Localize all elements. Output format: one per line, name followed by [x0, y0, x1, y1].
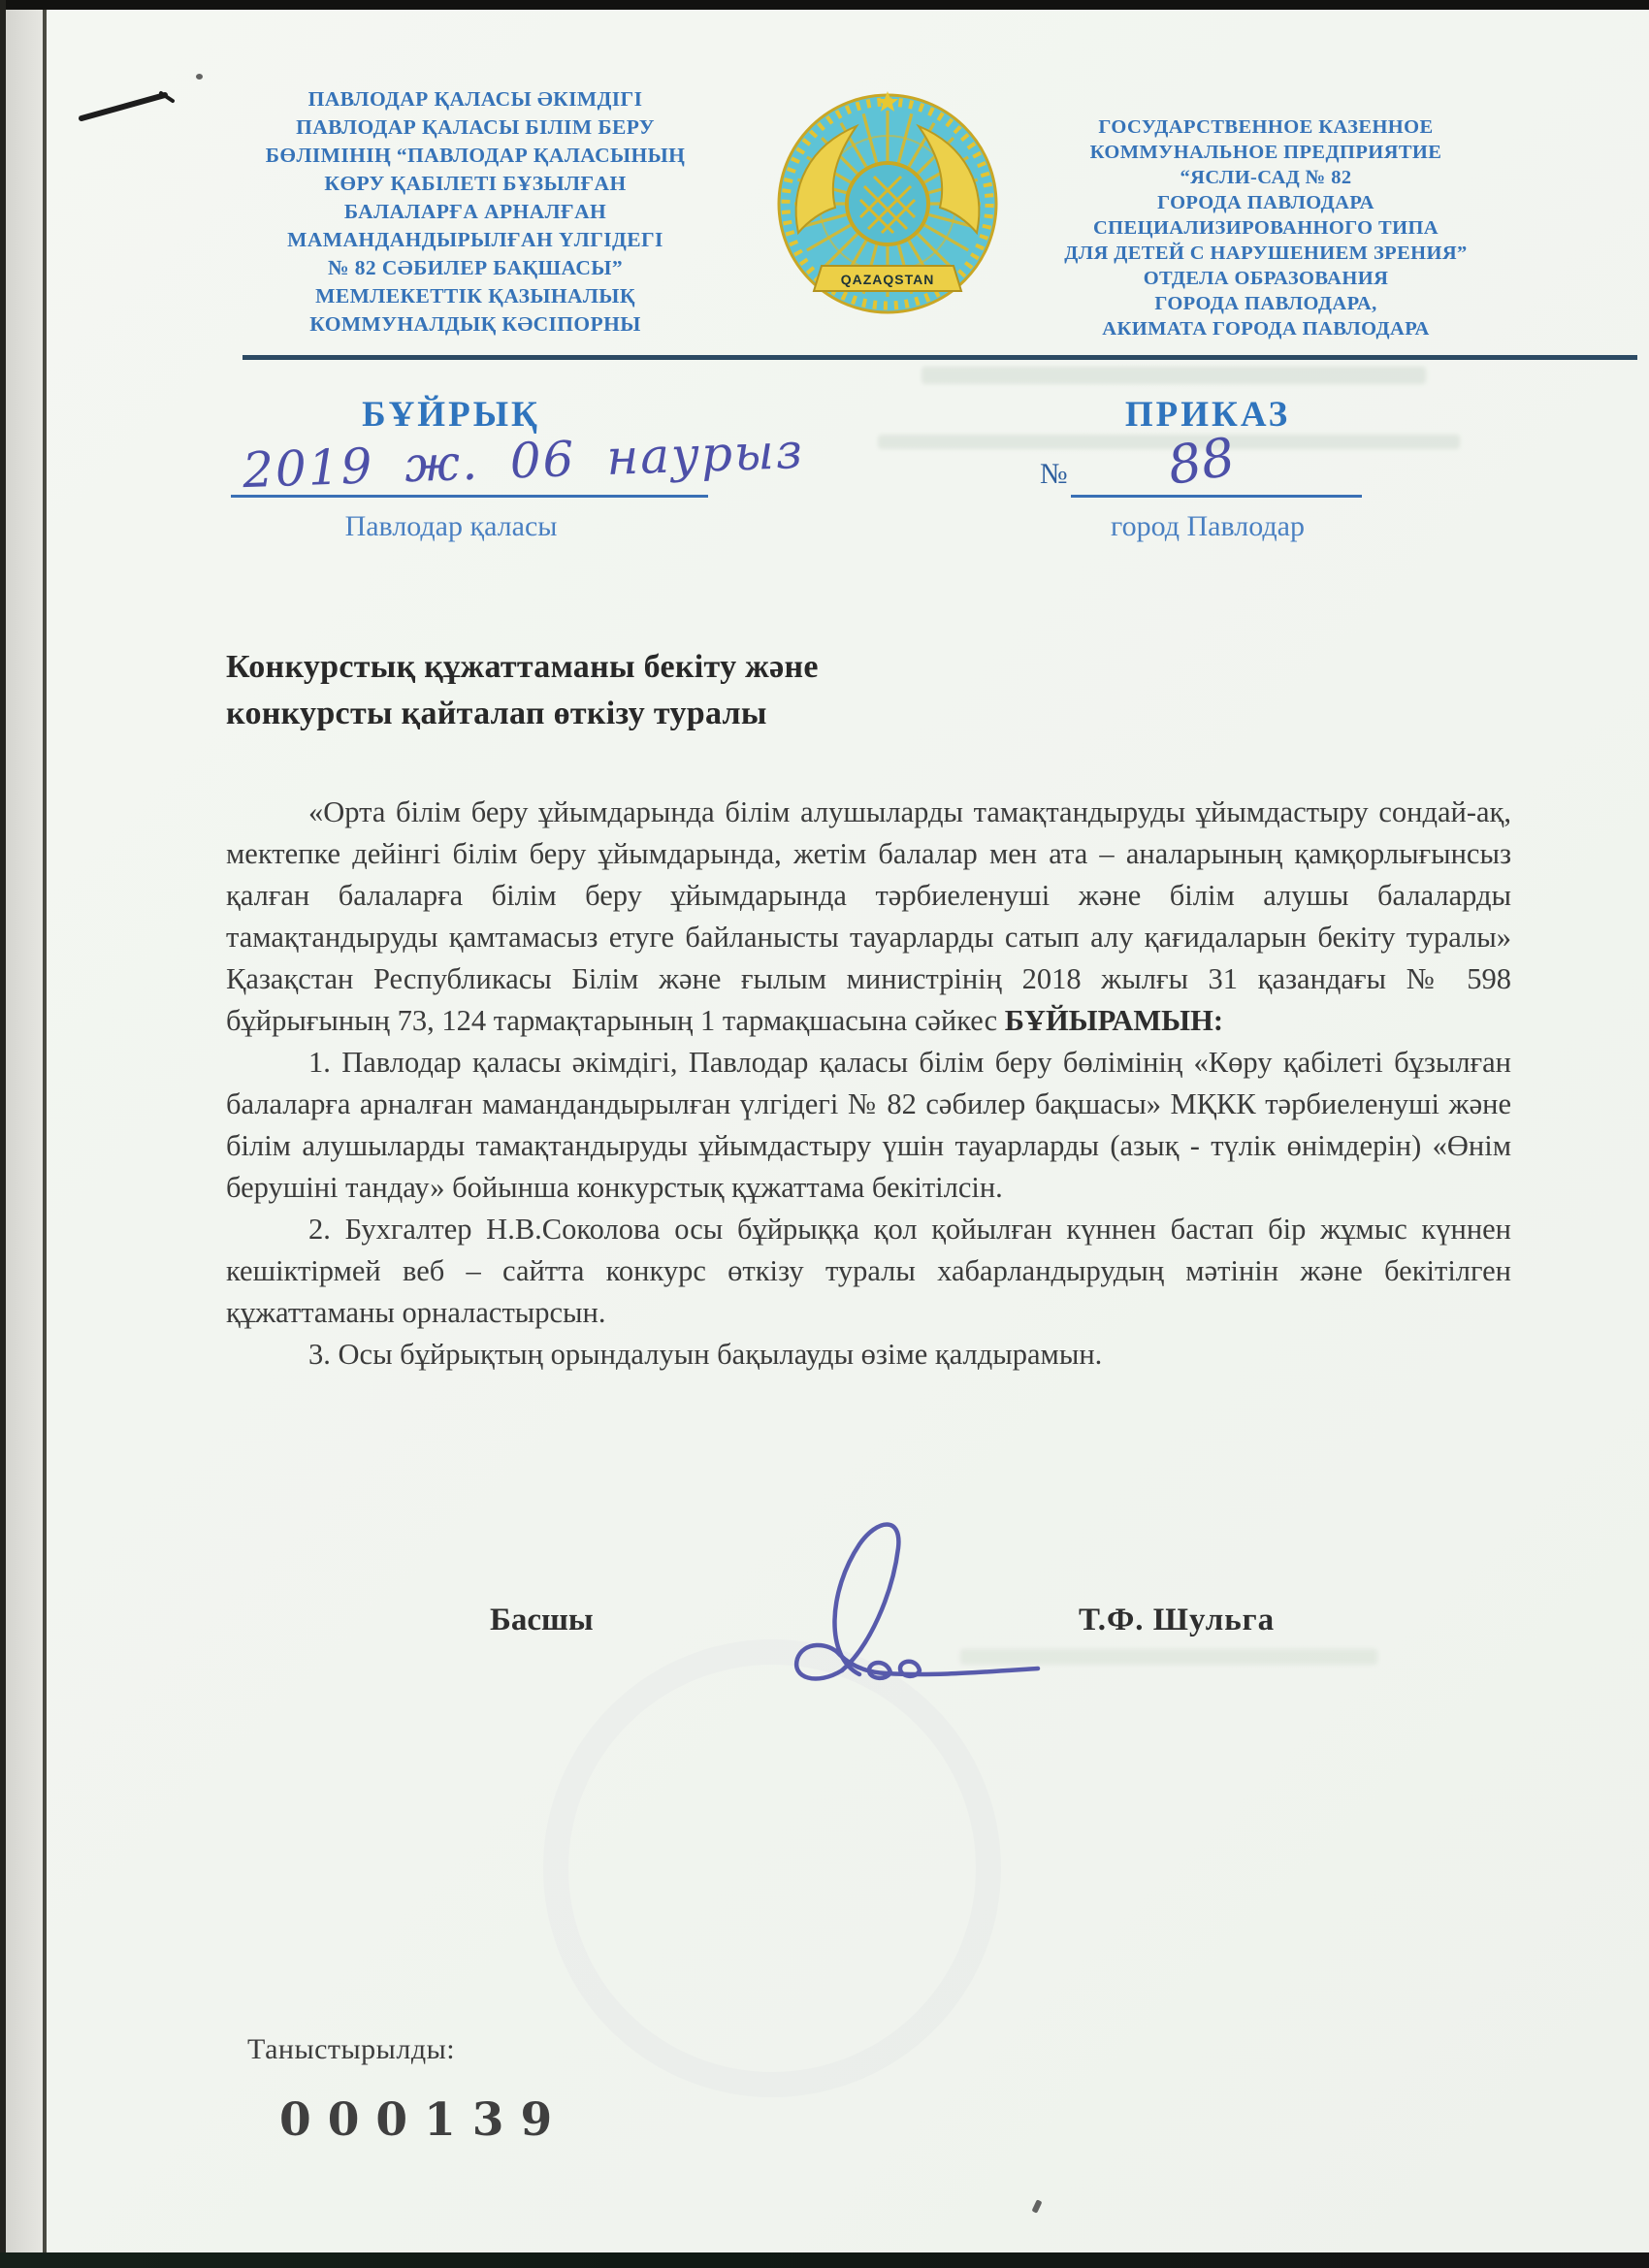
scan-edge-paper-shadow — [43, 10, 47, 2252]
scan-bleed-artifact — [922, 367, 1426, 384]
signature-role-label: Басшы — [490, 1603, 594, 1637]
handwritten-date: 2019 ж. 06 наурыз — [242, 422, 805, 500]
body-paragraph-preamble — [226, 792, 1511, 1042]
scan-edge-gutter — [6, 10, 43, 2252]
org-name-ru-line: ГОРОДА ПАВЛОДАРА — [1157, 192, 1374, 213]
org-name-kk-line: МАМАНДАНДЫРЫЛҒАН ҮЛГІДЕГІ — [287, 228, 663, 251]
org-name-kk-line: КӨРУ ҚАБІЛЕТІ БҰЗЫЛҒАН — [324, 172, 627, 195]
order-item-1: 1. Павлодар қаласы әкімдігі, Павлодар қаласы білім беру бөлімінің «Көру қабілеті бұзылған балаларға арналған мамандандырылған үлгідегі № 82 сәбилер бақшасы» МҚКК тәрбиеленуші және білім алушыларды тамақтандыруды ұйымдастыру үшін тауарларды (азық - түлік өнімдерін) «Өнім берушіні тандау» бойынша конкурстық құжаттама бекітілсін. — [226, 1046, 1511, 1204]
page-stamp-number: 000139 — [279, 2093, 569, 2147]
order-item-3: 3. Осы бұйрықтың орындалуын бақылауды өзіме қалдырамын. — [308, 1338, 1103, 1371]
staple-mark — [76, 83, 182, 128]
org-name-ru-line: ГОСУДАРСТВЕННОЕ КАЗЕННОЕ — [1098, 116, 1434, 138]
place-kk-label: Павлодар қаласы — [344, 510, 558, 542]
org-name-kk-line: БӨЛІМІНІҢ “ПАВЛОДАР ҚАЛАСЫНЫҢ — [265, 144, 686, 167]
date-underline — [231, 422, 805, 500]
org-name-ru-line: ГОРОДА ПАВЛОДАРА, — [1154, 293, 1377, 314]
org-name-kk-line: МЕМЛЕКЕТТІК ҚАЗЫНАЛЫҚ — [315, 284, 635, 308]
order-body — [226, 792, 1511, 1376]
signer-name: Т.Ф. Шульга — [1079, 1603, 1276, 1637]
ink-speck — [196, 74, 203, 80]
order-heading-kk: БҰЙРЫҚ — [362, 395, 540, 435]
org-name-ru-line: ОТДЕЛА ОБРАЗОВАНИЯ — [1143, 268, 1389, 289]
preamble-text: «Орта білім беру ұйымдарында білім алушыларды тамақтандыруды ұйымдастыру сондай-ақ, мектепке дейінгі білім беру ұйымдарында, жетім балалар мен ата – аналарының қамқорлығынсыз қалған балаларға білім беру ұйымдарында тәрбиеленуші және білім алушы балаларды тамақтандыруды қамтамасыз етуге байланысты тауарларды сатып алу қағидаларын бекіту туралы» Қазақстан Республикасы Білім және ғылым министрінің 2018 жылғы 31 қазандағы № 598 бұйрығының 73, 124 тармақтарының 1 тармақшасына сәйкес — [226, 795, 1511, 1037]
org-name-kk-block — [238, 85, 713, 339]
header-divider-rule — [242, 355, 1637, 360]
scan-edge-top — [0, 0, 1649, 10]
document-title-line1: Конкурстық құжаттаманы бекіту және — [226, 649, 819, 685]
document-title-line2: конкурсты қайталап өткізу туралы — [226, 696, 767, 731]
org-name-kk-line: ПАВЛОДАР ҚАЛАСЫ ӘКІМДІГІ — [307, 87, 643, 111]
handwritten-signature-icon — [745, 1502, 1071, 1692]
org-name-kk-line: БАЛАЛАРҒА АРНАЛҒАН — [343, 200, 607, 223]
org-name-ru-line: СПЕЦИАЛИЗИРОВАННОГО ТИПА — [1092, 217, 1439, 239]
document-title — [226, 644, 1002, 737]
emblem-banner-text: QAZAQSTAN — [840, 272, 935, 287]
org-name-kk-line: ПАВЛОДАР ҚАЛАСЫ БІЛІМ БЕРУ — [296, 115, 655, 139]
place-ru-label: город Павлодар — [1111, 510, 1305, 542]
stamp-bleed-watermark — [543, 1639, 1001, 2097]
order-number-sign: № — [1040, 458, 1068, 490]
org-name-kk-line: № 82 СӘБИЛЕР БАҚШАСЫ” — [328, 256, 623, 279]
handwritten-order-number: 88 — [1163, 426, 1240, 497]
kazakhstan-coat-of-arms-icon — [771, 85, 1004, 318]
buyuramyn-bold-word: БҰЙЫРАМЫН: — [1004, 1004, 1223, 1037]
org-name-ru-line: АКИМАТА ГОРОДА ПАВЛОДАРА — [1102, 318, 1430, 340]
scan-edge-bottom — [0, 2252, 1649, 2268]
org-name-ru-line: ДЛЯ ДЕТЕЙ С НАРУШЕНИЕМ ЗРЕНИЯ” — [1064, 243, 1468, 264]
org-name-ru-block — [1009, 114, 1523, 341]
org-name-ru-line: КОММУНАЛЬНОЕ ПРЕДПРИЯТИЕ — [1089, 142, 1442, 163]
acknowledged-label: Таныстырылды: — [247, 2033, 456, 2065]
order-item-2: 2. Бухгалтер Н.В.Соколова осы бұйрыққа қол қойылған күннен бастап бір жұмыс күннен кешіктірмей веб – сайтта конкурс өткізу туралы хабарландырудың мәтінін және бекітілген құжаттаманы орналастырсын. — [226, 1213, 1511, 1329]
org-name-kk-line: КОММУНАЛДЫҚ КӘСІПОРНЫ — [309, 312, 641, 336]
order-heading-ru: ПРИКАЗ — [1124, 395, 1291, 435]
number-underline — [1071, 426, 1362, 498]
org-name-ru-line: “ЯСЛИ-САД № 82 — [1180, 167, 1352, 188]
